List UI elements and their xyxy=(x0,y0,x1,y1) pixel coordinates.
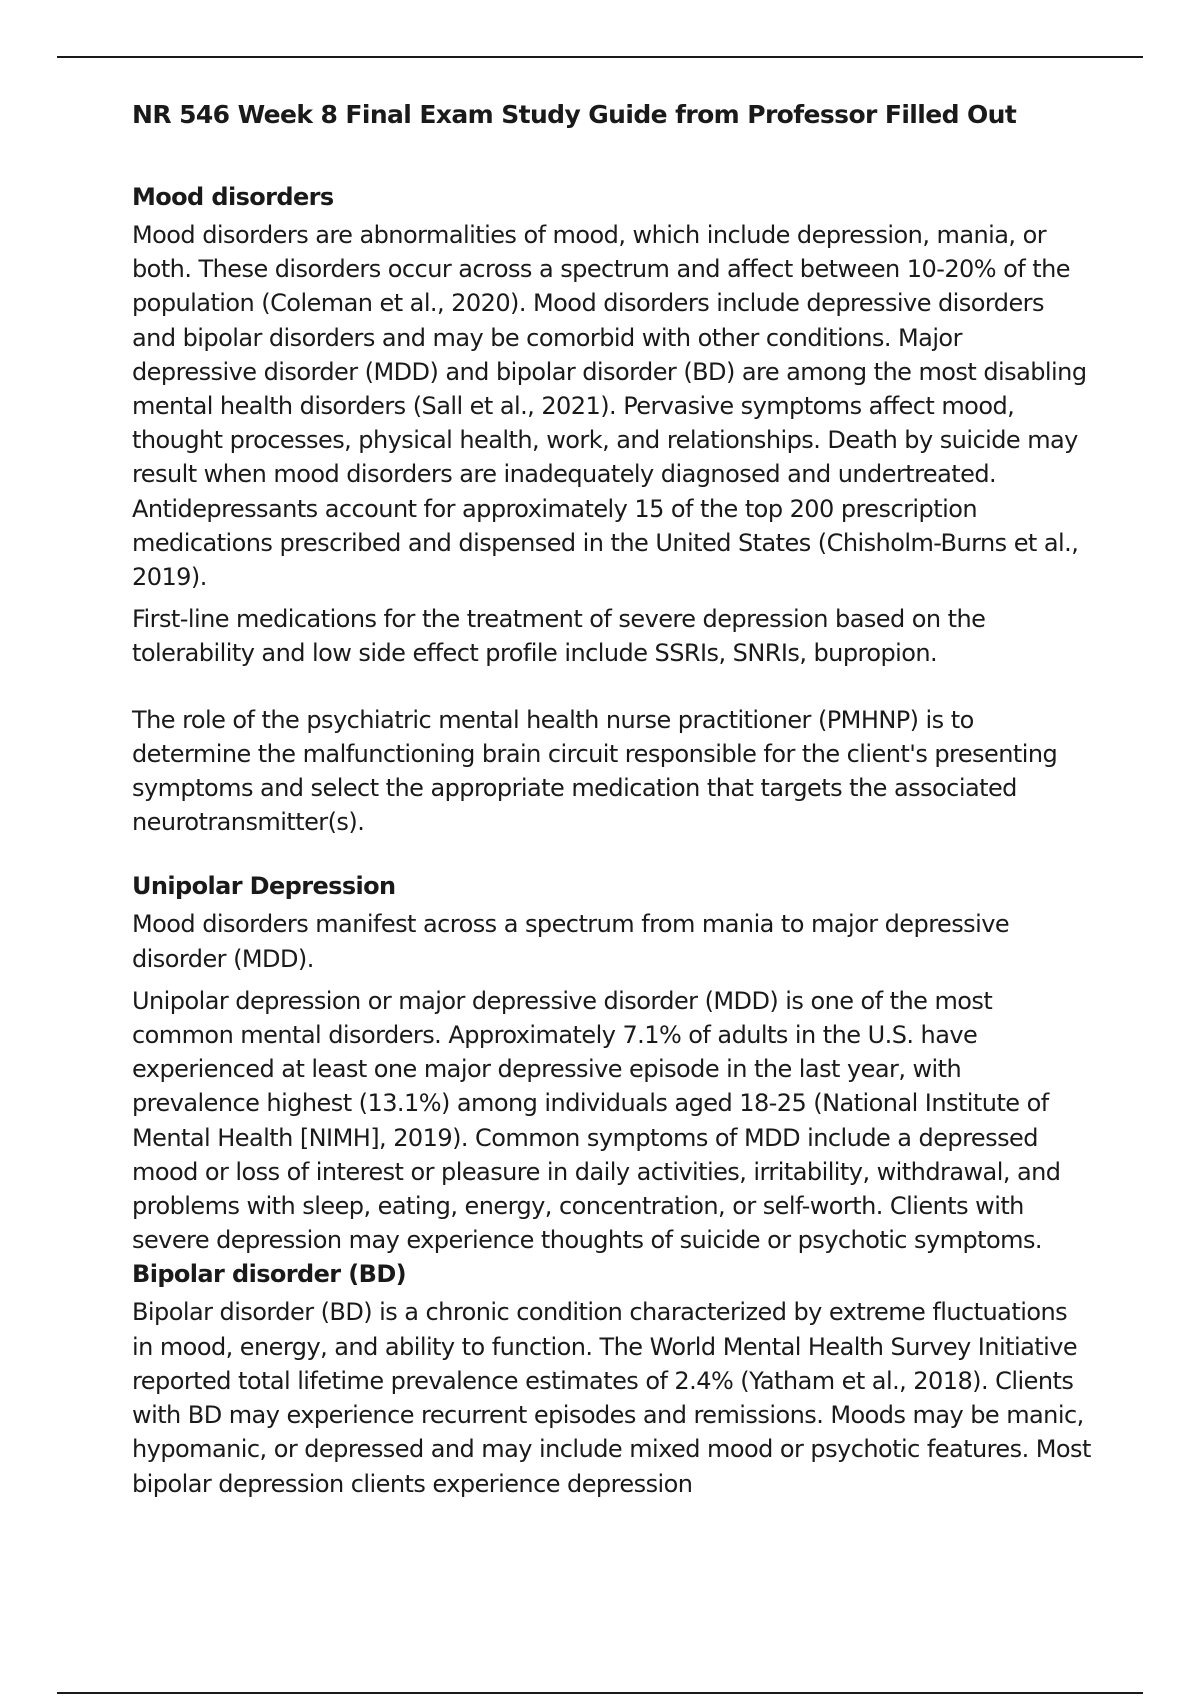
paragraph: Unipolar depression or major depressive disorder (MDD) is one of the most common mental disorders. Approximately 7.1% of adults in the U.S. have experienced at least one major depressive episode in the last year, with prevalence highest (13.1%) among individuals aged 18-25 (National Institute of Mental Health [NIMH], 2019). Common symptoms of MDD include a depressed mood or loss of interest or pleasure in daily activities, irritability, withdrawal, and problems with sleep, eating, energy, concentration, or self-worth. Clients with severe depression may experience thoughts of suicide or psychotic symptoms. xyxy=(132,986,1061,1255)
paragraph: Mood disorders manifest across a spectrum from mania to major depressive disorder (MDD). xyxy=(132,910,1010,973)
paragraph: The role of the psychiatric mental health nurse practitioner (PMHNP) is to determine the malfunctioning brain circuit responsible for the client's presenting symptoms and select the appropriate medication that targets the associated neurotransmitter(s). xyxy=(132,705,1058,837)
document-body xyxy=(132,96,1092,1501)
top-divider xyxy=(57,56,1143,58)
paragraph: Bipolar disorder (BD) is a chronic condition characterized by extreme fluctuations in mood, energy, and ability to function. The World Mental Health Survey Initiative reported total lifetime prevalence estimates of 2.4% (Yatham et al., 2018). Clients with BD may experience recurrent episodes and remissions. Moods may be manic, hypomanic, or depressed and may include mixed mood or psychotic features. Most bipolar depression clients experience depression xyxy=(132,1298,1091,1498)
bottom-divider xyxy=(57,1692,1143,1694)
heading-unipolar-depression: Unipolar Depression xyxy=(132,872,396,901)
paragraph: First-line medications for the treatment of severe depression based on the tolerability and low side effect profile include SSRIs, SNRIs, bupropion. xyxy=(132,605,986,668)
paragraph: Mood disorders are abnormalities of mood, which include depression, mania, or both. These disorders occur across a spectrum and affect between 10-20% of the population (Coleman et al., 2020). Mood disorders include depressive disorders and bipolar disorders and may be comorbid with other conditions. Major depressive disorder (MDD) and bipolar disorder (BD) are among the most disabling mental health disorders (Sall et al., 2021). Pervasive symptoms affect mood, thought processes, physical health, work, and relationships. Death by suicide may result when mood disorders are inadequately diagnosed and undertreated. Antidepressants account for approximately 15 of the top 200 prescription medications prescribed and dispensed in the United States (Chisholm-Burns et al., 2019). xyxy=(132,221,1087,592)
heading-bipolar-disorder: Bipolar disorder (BD) xyxy=(132,1260,407,1289)
heading-mood-disorders: Mood disorders xyxy=(132,183,334,211)
document-title: NR 546 Week 8 Final Exam Study Guide from Professor Filled Out xyxy=(132,100,1017,129)
